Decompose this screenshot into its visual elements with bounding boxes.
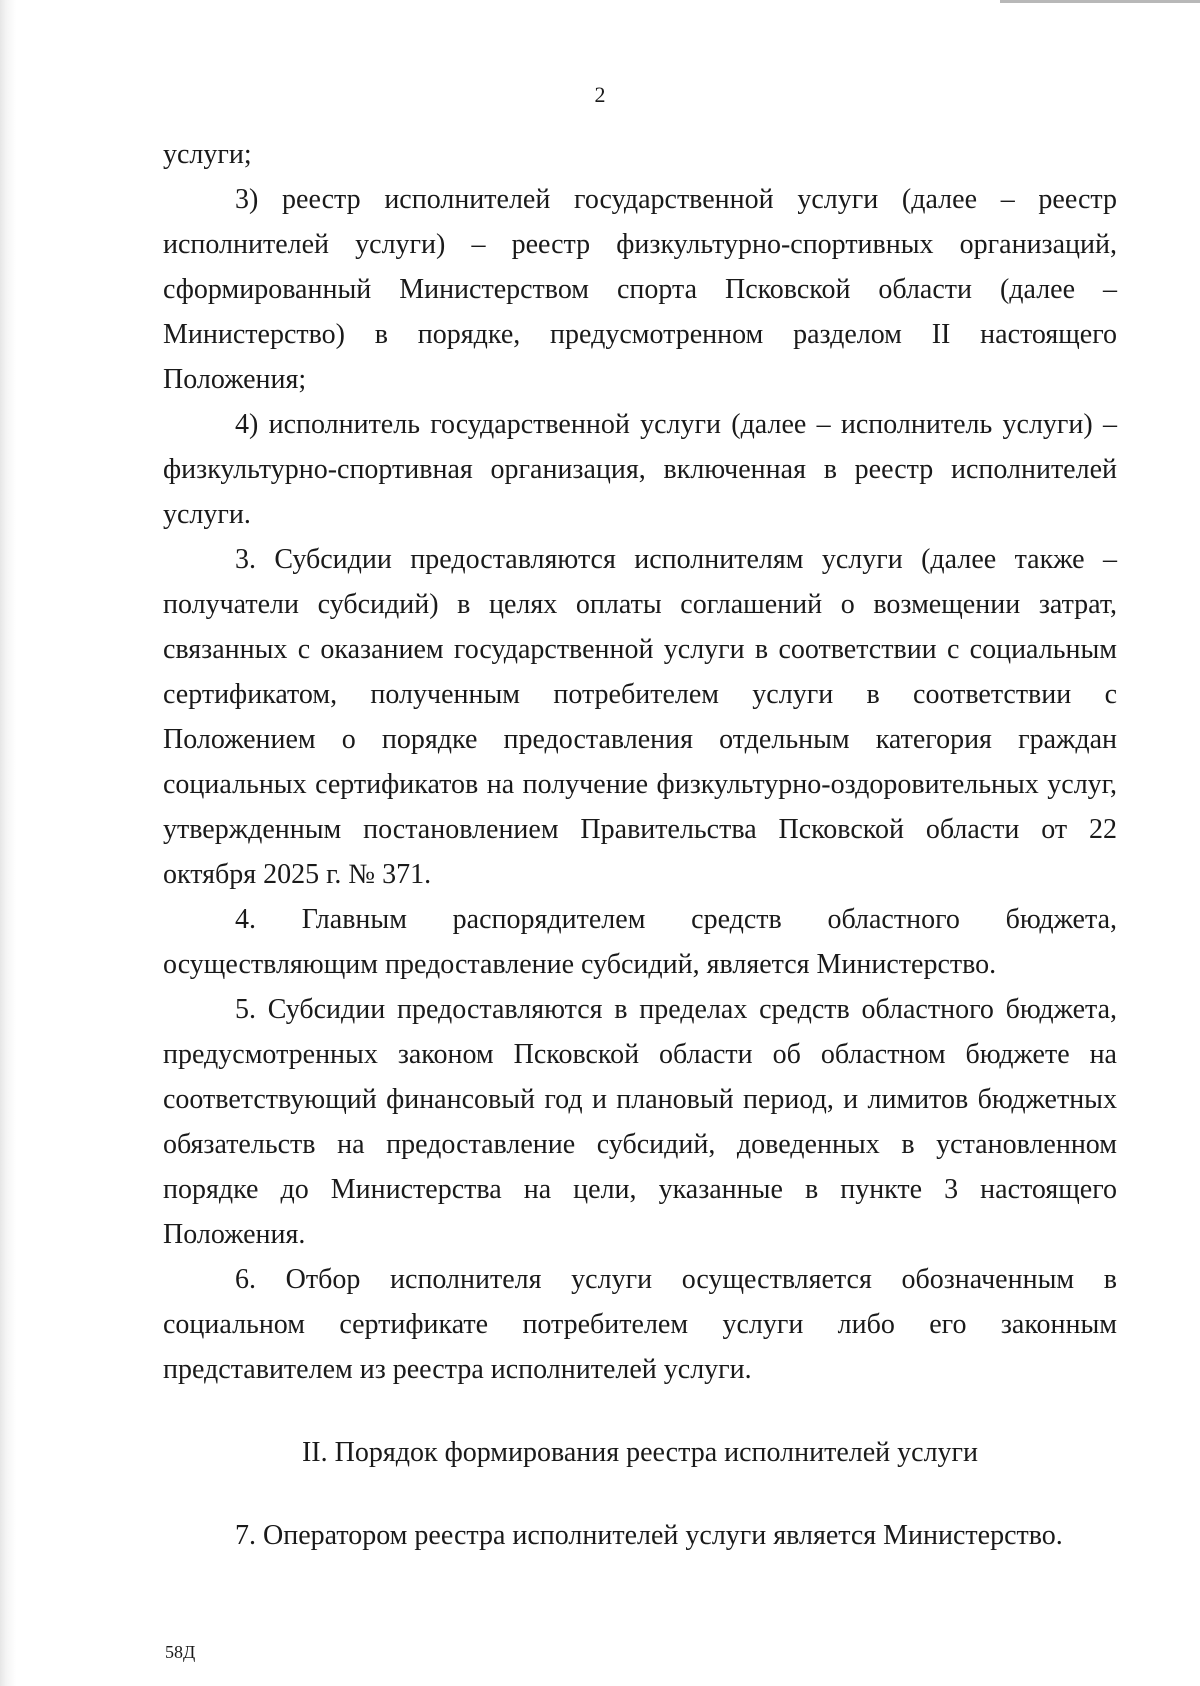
paragraph-clause-5: 5. Субсидии предоставляются в пределах средств областного бюджета, предусмотренных законом Псковской области об областном бюджете на соответствующий финансовый год и плановый период, и лимитов бюджетных обязательств на предоставление субсидий, доведенных в установленном порядке до Министерства на цели, указанные в пункте 3 настоящего Положения.: [163, 994, 1117, 1250]
page-number: 2: [594, 82, 606, 107]
spacer: [163, 1475, 1117, 1513]
paragraph-item-4-definition: 4) исполнитель государственной услуги (далее – исполнитель услуги) – физкультурно-спортивная организация, включенная в реестр исполнителей услуги.: [163, 409, 1117, 530]
spacer: [163, 1392, 1117, 1430]
paragraph-clause-3: 3. Субсидии предоставляются исполнителям услуги (далее также – получатели субсидий) в целях оплаты соглашений о возмещении затрат, связанных с оказанием государственной услуги в соответствии с социальным сертификатом, полученным потребителем услуги в соответствии с Положением о порядке предоставления отдельным категория граждан социальных сертификатов на получение физкультурно-оздоровительных услуг, утвержденным постановлением Правительства Псковской области от 22 октября 2025 г. № 371.: [163, 544, 1117, 890]
paragraph-continuation: услуги;: [163, 139, 252, 170]
paragraph-clause-6: 6. Отбор исполнителя услуги осуществляется обозначенным в социальном сертификате потребителем услуги либо его законным представителем из реестра исполнителей услуги.: [163, 1264, 1117, 1385]
footer-document-code: 58Д: [165, 1642, 196, 1662]
scan-edge-line: [1000, 0, 1200, 3]
paragraph-clause-4: 4. Главным распорядителем средств областного бюджета, осуществляющим предоставление субсидий, является Министерство.: [163, 904, 1117, 980]
section-heading: II. Порядок формирования реестра исполнителей услуги: [301, 1437, 979, 1468]
paragraph-clause-7: 7. Оператором реестра исполнителей услуги является Министерство.: [235, 1520, 1063, 1551]
paragraph-item-3-definition: 3) реестр исполнителей государственной услуги (далее – реестр исполнителей услуги) – реестр физкультурно-спортивных организаций, сформированный Министерством спорта Псковской области (далее – Министерство) в порядке, предусмотренном разделом II настоящего Положения;: [163, 184, 1117, 395]
document-body: [163, 132, 1117, 1558]
scan-edge-shadow: [0, 0, 16, 1686]
